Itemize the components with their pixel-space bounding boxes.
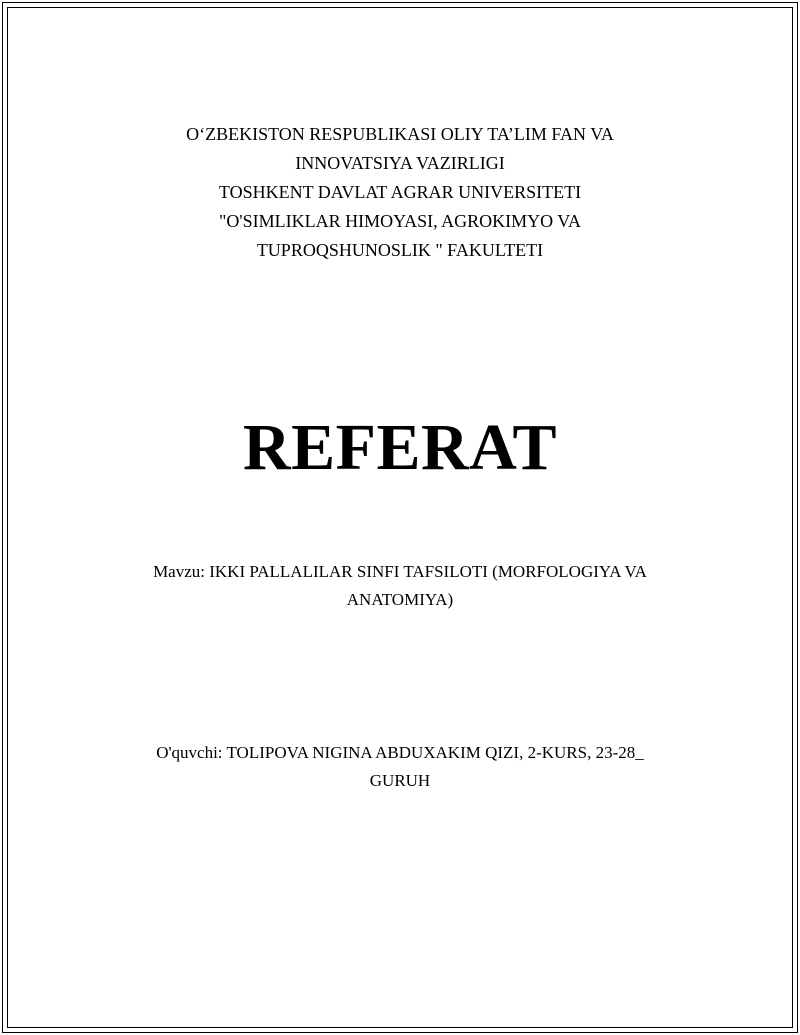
student-line: O'quvchi: TOLIPOVA NIGINA ABDUXAKIM QIZI, 2-KURS, 23-28_ xyxy=(156,743,644,762)
header-line: O‘ZBEKISTON RESPUBLIKASI OLIY TA’LIM FAN VA xyxy=(186,124,614,144)
topic-line: Mavzu: IKKI PALLALILAR SINFI TAFSILOTI (MORFOLOGIYA VA xyxy=(153,562,647,581)
student-line: GURUH xyxy=(369,771,431,790)
institution-header xyxy=(0,120,800,265)
topic-line: ANATOMIYA) xyxy=(346,590,454,609)
header-line: TOSHKENT DAVLAT AGRAR UNIVERSITETI xyxy=(218,182,582,202)
header-line: "O'SIMLIKLAR HIMOYASI, AGROKIMYO VA xyxy=(219,211,581,231)
document-title: REFERAT xyxy=(243,411,557,484)
header-line: INNOVATSIYA VAZIRLIGI xyxy=(295,153,505,173)
student-info xyxy=(0,739,800,795)
topic xyxy=(0,558,800,614)
header-line: TUPROQSHUNOSLIK " FAKULTETI xyxy=(256,240,544,260)
